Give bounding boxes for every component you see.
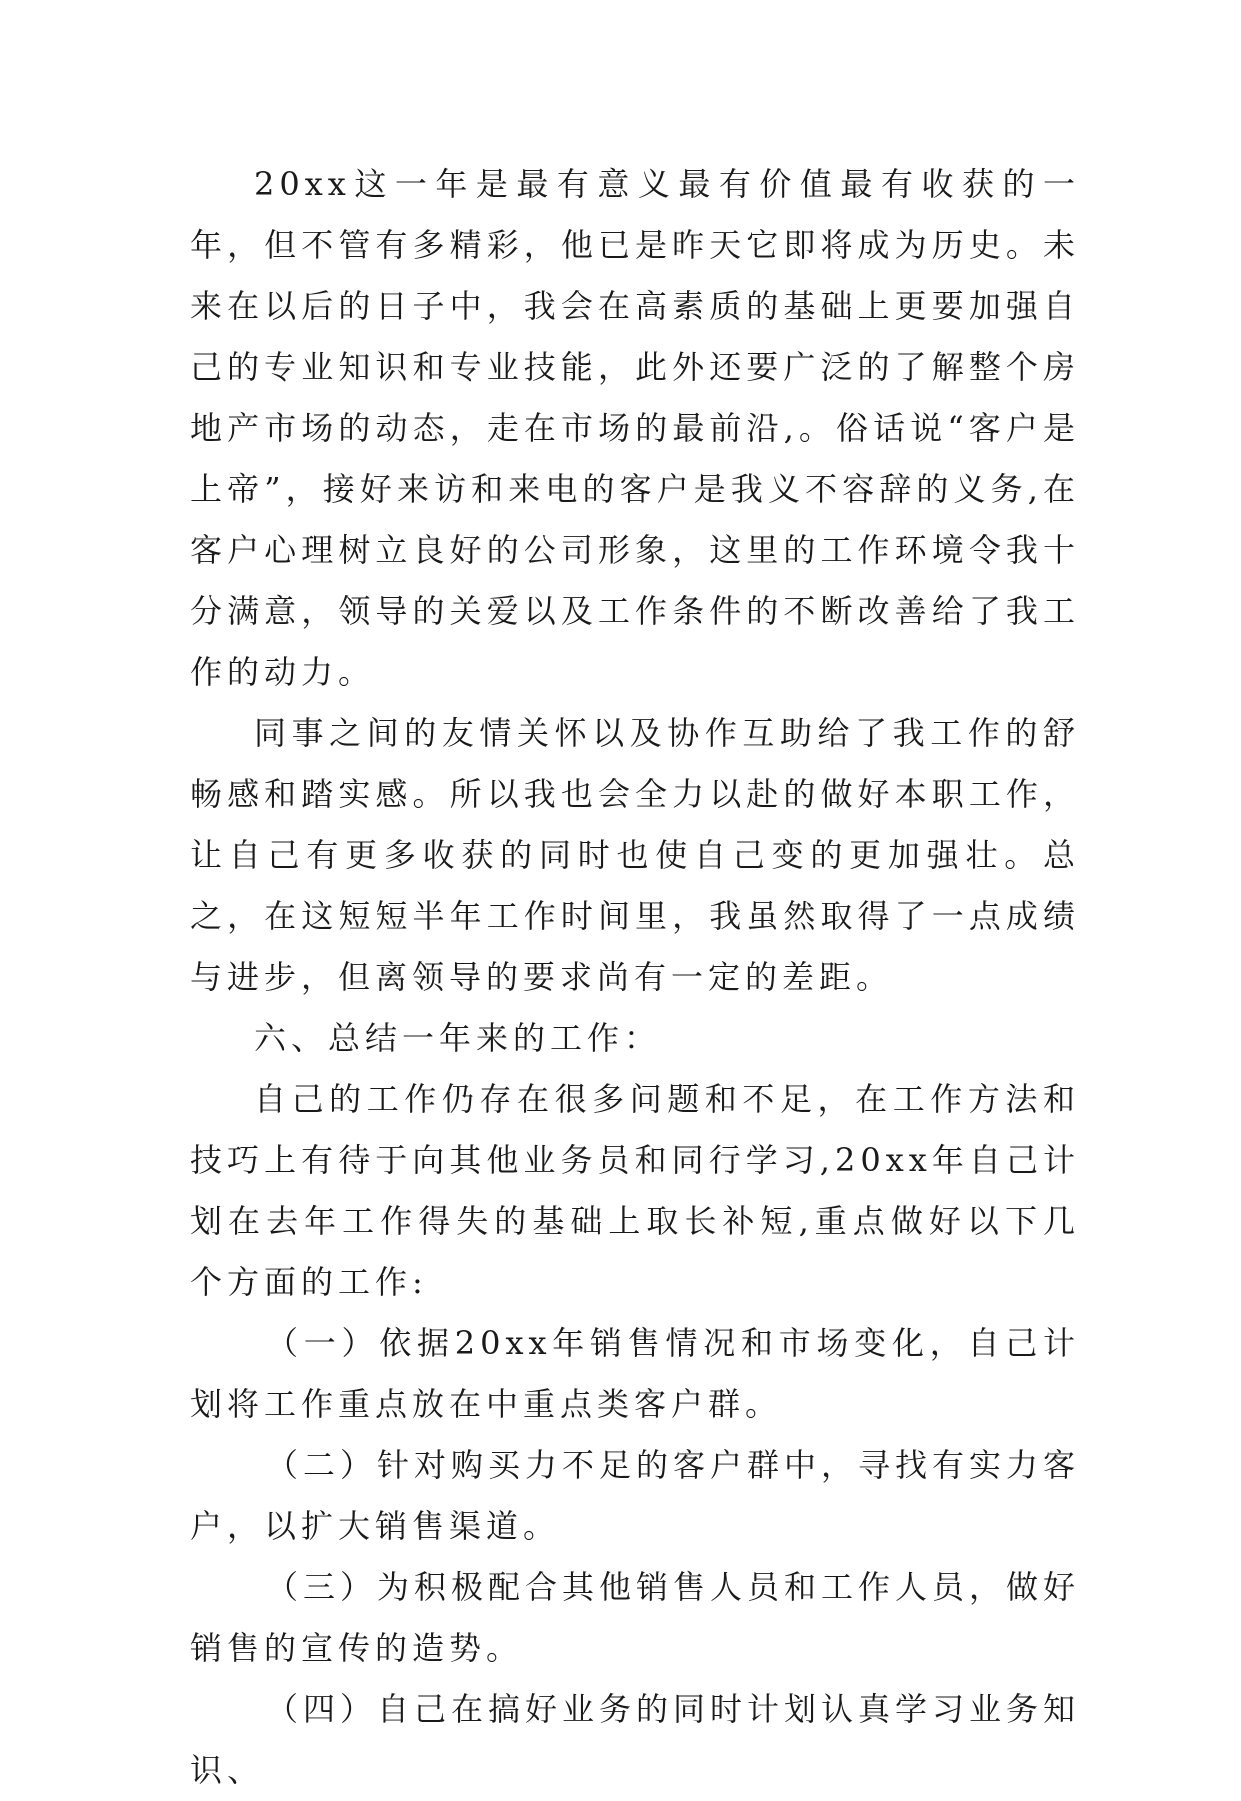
list-item-four: （四）自己在搞好业务的同时计划认真学习业务知识、 — [190, 1690, 1081, 1789]
list-item-one: （一）依据20xx年销售情况和市场变化，自己计划将工作重点放在中重点类客户群。 — [190, 1324, 1080, 1423]
document-body — [190, 154, 1080, 1801]
list-item-three: （三）为积极配合其他销售人员和工作人员，做好销售的宣传的造势。 — [190, 1568, 1081, 1667]
paragraph-colleagues: 同事之间的友情关怀以及协作互助给了我工作的舒畅感和踏实感。所以我也会全力以赴的做好本职工作，让自己有更多收获的同时也使自己变的更加强壮。总之，在这短短半年工作时间里，我虽然取得了一点成绩与进步，但离领导的要求尚有一定的差距。 — [190, 714, 1080, 996]
list-item-two: （二）针对购买力不足的客户群中，寻找有实力客户，以扩大销售渠道。 — [190, 1446, 1081, 1545]
section-heading-six: 六、总结一年来的工作： — [254, 1019, 662, 1057]
paragraph-year-summary: 20xx这一年是最有意义最有价值最有收获的一年，但不管有多精彩，他已是昨天它即将成为历史。未来在以后的日子中，我会在高素质的基础上更要加强自己的专业知识和专业技能，此外还要广泛的了解整个房地产市场的动态，走在市场的最前沿,。俗话说“客户是上帝”，接好来访和来电的客户是我义不容辞的义务,在客户心理树立良好的公司形象，这里的工作环境令我十分满意，领导的关爱以及工作条件的不断改善给了我工作的动力。 — [190, 165, 1080, 691]
paragraph-shortcomings: 自己的工作仍存在很多问题和不足，在工作方法和技巧上有待于向其他业务员和同行学习,20xx年自己计划在去年工作得失的基础上取长补短,重点做好以下几个方面的工作: — [190, 1080, 1080, 1301]
